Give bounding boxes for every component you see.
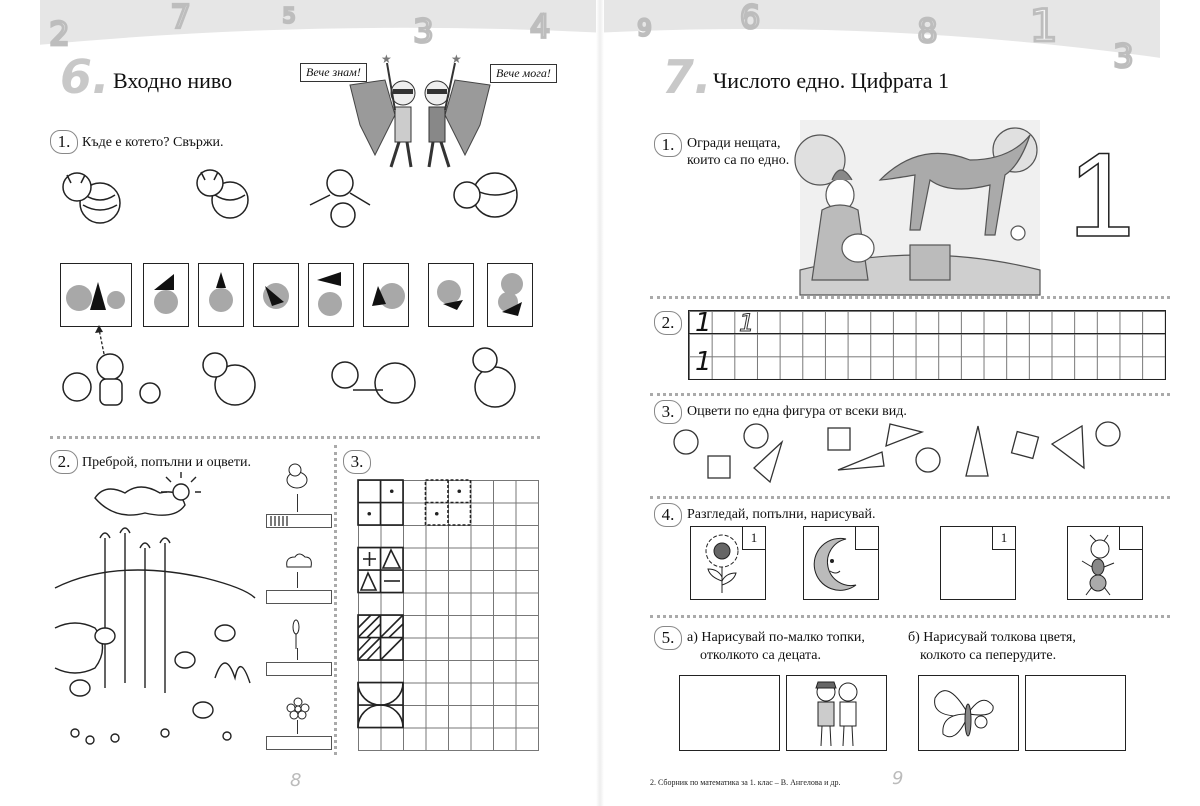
vertical-divider <box>334 445 337 755</box>
task-number-3: 3. <box>343 450 371 474</box>
shape-card-5[interactable] <box>308 263 354 327</box>
shape-card-6[interactable] <box>363 263 409 327</box>
speech-bubble-left: Вече знам! <box>300 63 367 82</box>
footer-source-text: 2. Сборник по математика за 1. клас – В. Ангелова и др. <box>650 778 841 787</box>
heading-number: 6. <box>60 50 110 104</box>
count-answer-clouds[interactable] <box>266 590 332 604</box>
section-divider <box>50 436 540 439</box>
children-icon <box>812 680 864 748</box>
task-number-1: 1. <box>50 130 78 154</box>
section-divider-3 <box>650 496 1170 499</box>
section-divider-1 <box>650 296 1170 299</box>
task-number-3: 3. <box>654 400 682 424</box>
pond-scene-illustration <box>55 478 255 753</box>
page-title: Входно ниво <box>113 68 233 93</box>
page-number-right: 9 <box>892 768 904 789</box>
section-divider-2 <box>650 393 1170 396</box>
cats-top-row <box>55 165 555 235</box>
task-5b-instruction-line2: колкото са пеперудите. <box>920 648 1057 663</box>
sample-digit-bottom: 1 <box>695 347 712 377</box>
big-digit-one: 1 <box>1068 128 1135 262</box>
right-page <box>600 0 1200 806</box>
task-number-2: 2. <box>50 450 78 474</box>
task-3-instruction: Оцвети по една фигура от всеки вид. <box>687 404 907 419</box>
superhero-kids-illustration <box>345 52 495 175</box>
chick-icon <box>283 462 313 492</box>
card-moon <box>803 526 879 600</box>
draw-box-flowers[interactable] <box>1025 675 1126 751</box>
draw-box-balls[interactable] <box>679 675 780 751</box>
svg-text:3: 3 <box>413 14 434 50</box>
tracing-digit: 1 <box>739 309 755 337</box>
picture-box-children <box>786 675 887 751</box>
shape-card-8[interactable] <box>487 263 533 327</box>
butterfly-icon <box>931 682 1005 744</box>
geometric-shapes-row[interactable] <box>670 418 1140 488</box>
count-answer-chicks[interactable] <box>266 514 332 528</box>
card-count-label: 1 <box>992 527 1015 550</box>
svg-text:7: 7 <box>170 0 191 36</box>
heading-number: 7. <box>662 50 712 104</box>
svg-text:3: 3 <box>1113 39 1134 76</box>
reed-icon <box>286 615 306 650</box>
svg-text:4: 4 <box>530 9 551 46</box>
card-count-label: 1 <box>742 527 765 550</box>
shape-card-4[interactable] <box>253 263 299 327</box>
shape-card-7[interactable] <box>428 263 474 327</box>
shape-card-3[interactable] <box>198 263 244 327</box>
cats-bottom-row <box>55 345 555 415</box>
arrow-down-3 <box>297 648 298 660</box>
task-1-instruction: Къде е котето? Свържи. <box>82 135 224 150</box>
pattern-grid[interactable] <box>358 480 539 751</box>
card-sunflower <box>690 526 766 600</box>
task-number-2: 2. <box>654 311 682 335</box>
task-1-instruction-line1: Огради нещата, <box>687 136 781 151</box>
card-ant <box>1067 526 1143 600</box>
task-1-instruction-line2: които са по едно. <box>687 153 790 168</box>
svg-text:5: 5 <box>282 3 296 28</box>
arrow-down-1 <box>297 494 298 512</box>
crescent-moon-icon <box>812 535 860 593</box>
task-5a-instruction-line2: отколкото са децата. <box>700 648 821 663</box>
count-answer-reeds[interactable] <box>266 662 332 676</box>
book-gutter <box>596 0 604 806</box>
cloud-icon <box>283 553 313 573</box>
digit-writing-grid[interactable] <box>688 310 1166 380</box>
count-answer-flowers[interactable] <box>266 736 332 750</box>
section-divider-4 <box>650 615 1170 618</box>
shape-card-2[interactable] <box>143 263 189 327</box>
task-5a-instruction-line1: а) Нарисувай по-малко топки, <box>687 630 865 645</box>
card-count-box[interactable] <box>1119 527 1142 550</box>
svg-text:9: 9 <box>637 15 652 42</box>
svg-text:2: 2 <box>49 16 70 53</box>
task-number-1: 1. <box>654 133 682 157</box>
card-empty-draw[interactable] <box>940 526 1016 600</box>
task-number-4: 4. <box>654 503 682 527</box>
svg-text:8: 8 <box>917 14 938 50</box>
svg-text:★: ★ <box>451 52 462 66</box>
red-riding-hood-wolf-illustration <box>800 120 1040 295</box>
svg-text:6: 6 <box>740 0 761 36</box>
task-number-5: 5. <box>654 626 682 650</box>
flower-icon <box>286 698 310 718</box>
shape-card-1[interactable] <box>60 263 132 327</box>
page-title: Числото едно. Цифрата 1 <box>713 68 950 93</box>
ant-icon <box>1078 535 1118 595</box>
picture-box-butterfly <box>918 675 1019 751</box>
svg-text:★: ★ <box>381 52 392 66</box>
sunflower-icon <box>699 533 745 595</box>
page-number-left: 8 <box>290 770 302 791</box>
speech-bubble-right: Вече мога! <box>490 64 557 83</box>
task-4-instruction: Разгледай, попълни, нарисувай. <box>687 507 876 522</box>
arrow-down-4 <box>297 720 298 734</box>
task-5b-instruction-line1: б) Нарисувай толкова цветя, <box>908 630 1076 645</box>
arrow-down-2 <box>297 572 298 588</box>
sample-digit-top: 1 <box>695 308 712 338</box>
svg-text:1: 1 <box>1029 0 1058 53</box>
task-2-instruction: Преброй, попълни и оцвети. <box>82 455 251 470</box>
